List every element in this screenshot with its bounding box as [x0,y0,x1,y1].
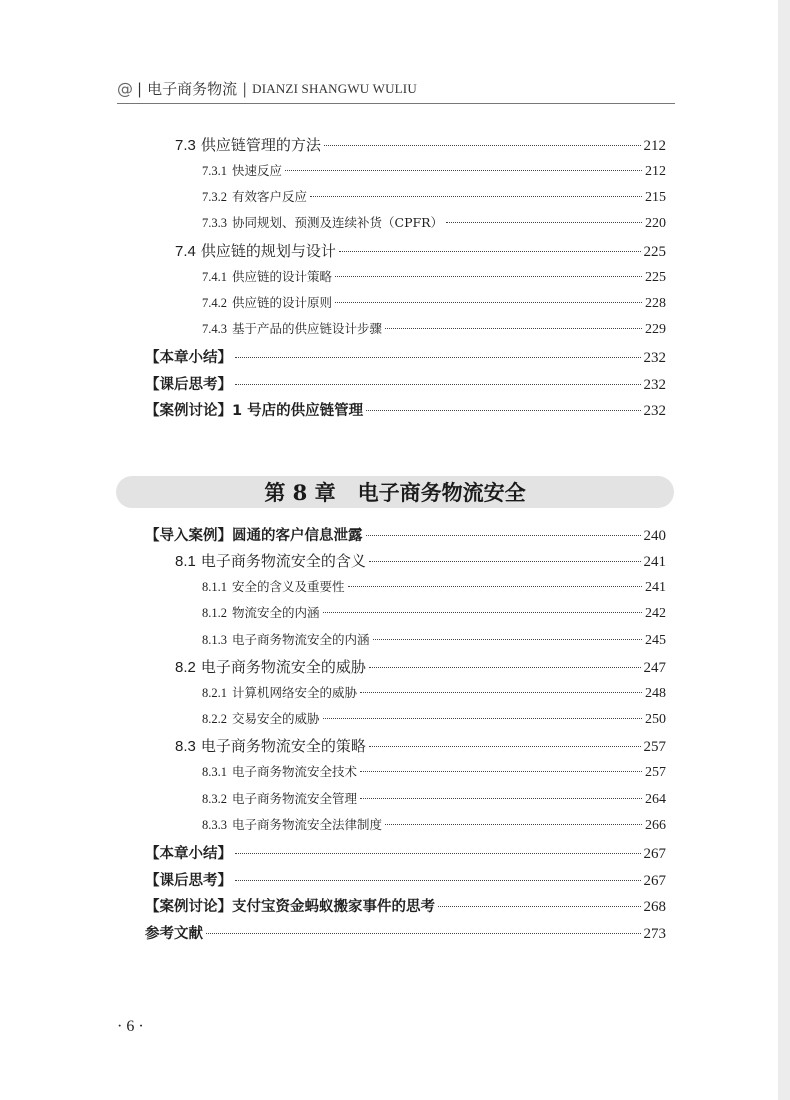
entry-page: 229 [645,322,666,337]
entry-title: 有效客户反应 [232,189,308,204]
entry-number: 8.2.2 [202,712,227,726]
entry-page: 264 [645,792,666,807]
leader-dots [324,145,641,146]
leader-dots [323,718,642,719]
toc-entry[interactable] [145,895,666,916]
entry-number: 8.2 [175,659,196,676]
leader-dots [348,586,642,587]
entry-title: 【课后思考】 [145,377,232,393]
entry-title: 电子商务物流安全的威胁 [200,658,366,676]
entry-title: 电子商务物流安全的内涵 [232,632,370,647]
entry-number: 7.4.3 [202,322,227,336]
entry-page: 257 [645,765,666,780]
leader-dots [235,357,641,358]
entry-page: 245 [645,633,666,648]
chapter-number: 第 8 章 [264,480,336,505]
toc-entry[interactable] [202,683,666,702]
entry-page: 212 [643,138,666,154]
entry-page: 247 [643,660,666,676]
leader-dots [366,410,640,411]
entry-title: 【案例讨论】1 号店的供应链管理 [145,403,364,419]
entry-number: 8.3.1 [202,765,227,779]
entry-page: 241 [643,554,666,570]
entry-page: 257 [643,739,666,755]
entry-title: 交易安全的威胁 [232,711,320,726]
entry-page: 268 [643,899,666,915]
running-header [117,78,417,99]
entry-number: 7.3.3 [202,216,227,230]
entry-title: 快速反应 [232,163,283,178]
toc-entry[interactable] [145,373,666,394]
toc-entry[interactable] [202,630,666,649]
entry-page: 232 [643,403,666,419]
toc-entry[interactable] [145,869,666,890]
toc-entry[interactable] [202,577,666,596]
leader-dots [235,384,641,385]
leader-dots [360,771,642,772]
entry-page: 266 [645,818,666,833]
entry-page: 248 [645,686,666,701]
entry-title: 基于产品的供应链设计步骤 [232,321,383,336]
entry-title: 参考文献 [145,926,203,942]
entry-title: 供应链管理的方法 [200,136,321,154]
entry-title: 电子商务物流安全的含义 [200,552,366,570]
entry-page: 240 [643,528,666,544]
entry-number: 8.2.1 [202,686,227,700]
at-sign-icon: @ [117,79,133,98]
toc-entry[interactable] [145,346,666,367]
entry-number: 8.3.2 [202,792,227,806]
header-title: 电子商务物流 [147,80,238,98]
entry-page: 273 [643,926,666,942]
toc-entry[interactable] [202,815,666,834]
entry-title: 【案例讨论】支付宝资金蚂蚁搬家事件的思考 [145,899,435,915]
entry-title: 物流安全的内涵 [232,605,320,620]
entry-title: 供应链的设计策略 [232,269,333,284]
entry-number: 8.1 [175,553,196,570]
toc-entry[interactable] [145,842,666,863]
toc-entry[interactable] [202,161,666,180]
entry-page: 228 [645,296,666,311]
leader-dots [369,746,641,747]
entry-page: 232 [643,377,666,393]
toc-entry[interactable] [202,187,666,206]
leader-dots [335,302,642,303]
entry-number: 7.4 [175,243,196,260]
entry-title: 【本章小结】 [145,350,232,366]
entry-title: 【导入案例】圆通的客户信息泄露 [145,528,363,544]
leader-dots [366,535,641,536]
entry-number: 8.3 [175,738,196,755]
leader-dots [369,667,641,668]
toc-entry[interactable] [202,709,666,728]
entry-number: 8.3.3 [202,818,227,832]
leader-dots [385,824,642,825]
toc-entry[interactable] [202,789,666,808]
leader-dots [335,276,642,277]
toc-entry[interactable] [202,603,666,622]
toc-entry[interactable] [202,319,666,338]
entry-number: 7.3.2 [202,190,227,204]
header-rule [117,103,675,104]
toc-entry[interactable] [202,213,666,232]
entry-title: 计算机网络安全的威胁 [232,685,358,700]
leader-dots [385,328,642,329]
toc-entry[interactable] [175,735,666,756]
page-edge-shadow [778,0,790,1100]
leader-dots [206,933,641,934]
entry-number: 7.3.1 [202,164,227,178]
page-number: · 6 · [117,1018,144,1035]
chapter-heading [116,476,674,508]
leader-dots [369,561,641,562]
entry-number: 8.1.1 [202,580,227,594]
toc-entry[interactable] [175,550,666,571]
entry-number: 7.3 [175,137,196,154]
entry-page: 267 [643,873,666,889]
entry-page: 215 [645,190,666,205]
entry-title: 电子商务物流安全管理 [232,791,358,806]
leader-dots [339,251,641,252]
entry-page: 212 [645,164,666,179]
leader-dots [438,906,641,907]
toc-entry[interactable] [202,293,666,312]
entry-page: 250 [645,712,666,727]
leader-dots [360,798,642,799]
leader-dots [323,612,642,613]
entry-title: 【本章小结】 [145,846,232,862]
toc-entry[interactable] [175,134,666,155]
entry-page: 225 [645,270,666,285]
leader-dots [446,222,642,223]
entry-title: 电子商务物流安全的策略 [200,737,366,755]
entry-number: 7.4.1 [202,270,227,284]
entry-page: 225 [643,244,666,260]
entry-title: 供应链的规划与设计 [200,242,336,260]
toc-entry[interactable] [175,240,666,261]
entry-page: 232 [643,350,666,366]
header-pinyin: DIANZI SHANGWU WULIU [252,80,417,96]
leader-dots [235,880,641,881]
leader-dots [310,196,642,197]
entry-page: 220 [645,216,666,231]
entry-number: 8.1.2 [202,606,227,620]
entry-title: 【课后思考】 [145,873,232,889]
toc-entry[interactable] [145,524,666,545]
entry-number: 8.1.3 [202,633,227,647]
chapter-title: 电子商务物流安全 [357,480,526,505]
toc-entry[interactable] [145,922,666,943]
toc-entry[interactable] [202,267,666,286]
leader-dots [373,639,642,640]
leader-dots [235,853,641,854]
leader-dots [285,170,642,171]
entry-page: 242 [645,606,666,621]
entry-number: 7.4.2 [202,296,227,310]
toc-entry[interactable] [145,399,666,420]
entry-page: 267 [643,846,666,862]
header-separator-2: | [242,79,248,98]
entry-page: 241 [645,580,666,595]
toc-entry[interactable] [175,656,666,677]
leader-dots [360,692,642,693]
entry-title: 电子商务物流安全法律制度 [232,817,383,832]
entry-title: 电子商务物流安全技术 [232,764,358,779]
header-separator: | [137,79,143,98]
entry-title: 协同规划、预测及连续补货（CPFR） [232,215,444,230]
entry-title: 供应链的设计原则 [232,295,333,310]
entry-title: 安全的含义及重要性 [232,579,345,594]
toc-entry[interactable] [202,762,666,781]
